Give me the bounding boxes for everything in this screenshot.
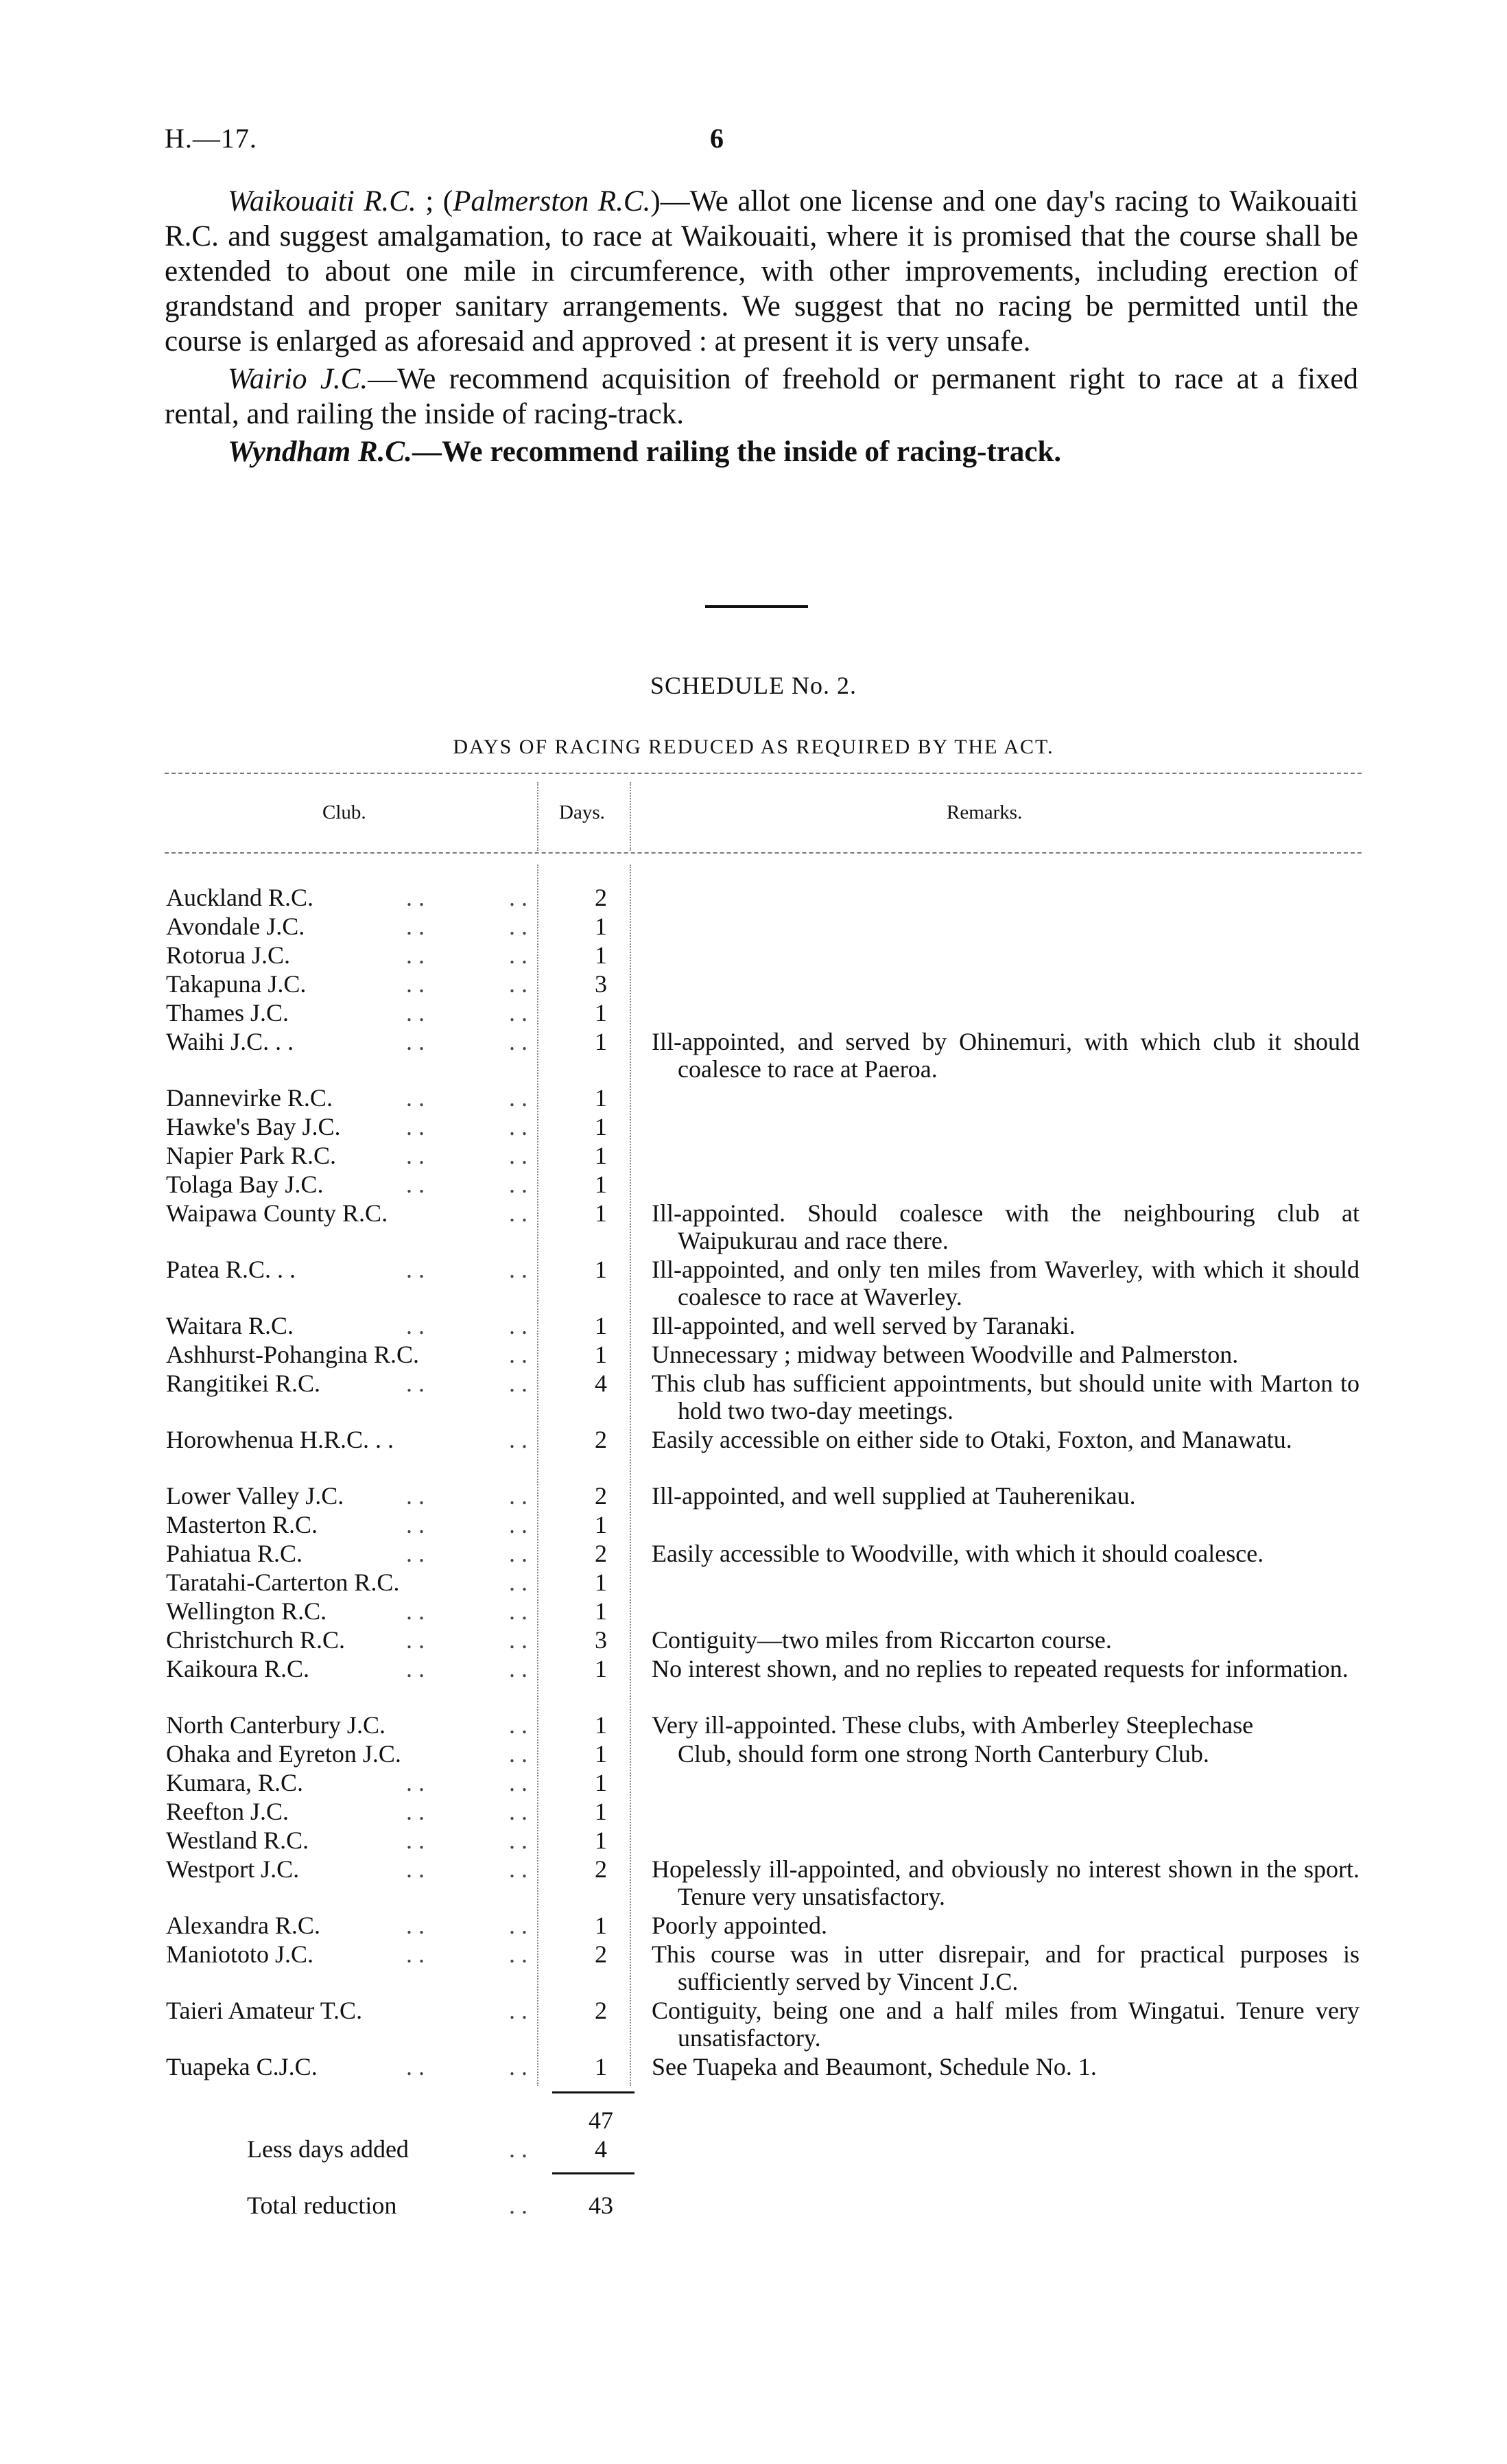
leader-dots: . . bbox=[406, 999, 425, 1026]
leader-dots: . . bbox=[406, 1827, 425, 1854]
row-club: Ohaka and Eyreton J.C. bbox=[166, 1740, 401, 1768]
row-days: 2 bbox=[595, 1855, 607, 1883]
row-days: 1 bbox=[595, 1028, 607, 1055]
row-club: Wellington R.C. bbox=[166, 1597, 327, 1625]
leader-dots: . . bbox=[509, 1798, 527, 1825]
row-club: Takapuna J.C. bbox=[166, 970, 307, 998]
leader-dots: . . bbox=[406, 1855, 425, 1883]
row-days: 1 bbox=[595, 1827, 607, 1854]
leader-dots: . . bbox=[509, 1028, 527, 1055]
row-club: Horowhenua H.R.C. . . bbox=[166, 1426, 394, 1453]
row-club: Taratahi-Carterton R.C. bbox=[166, 1569, 400, 1596]
row-club: Westland R.C. bbox=[166, 1827, 309, 1854]
leader-dots: . . bbox=[509, 1855, 527, 1883]
row-days: 1 bbox=[595, 1142, 607, 1169]
leader-dots: . . bbox=[509, 1655, 527, 1682]
schedule-title: SCHEDULE No. 2. bbox=[650, 672, 857, 699]
leader-dots: . . bbox=[509, 1511, 527, 1538]
row-club: Kumara, R.C. bbox=[166, 1769, 303, 1796]
less-days-value: 4 bbox=[595, 2135, 607, 2163]
row-remarks: No interest shown, and no replies to repeated requests for information. bbox=[652, 1655, 1349, 1682]
paragraph-text: —We recommend acquisition of freehold or permanent right to race at a fixed rental, and railing the inside of racing-track. bbox=[165, 363, 1358, 430]
row-club: Rangitikei R.C. bbox=[166, 1370, 320, 1397]
leader-dots: . . bbox=[406, 1312, 425, 1339]
row-days: 1 bbox=[595, 1597, 607, 1625]
leader-dots: . . bbox=[406, 970, 425, 998]
row-club: Westport J.C. bbox=[166, 1855, 300, 1883]
leader-dots: . . bbox=[509, 1426, 527, 1453]
leader-dots: . . bbox=[406, 884, 425, 911]
row-days: 1 bbox=[595, 1912, 607, 1939]
row-club: Dannevirke R.C. bbox=[166, 1084, 333, 1112]
row-days: 1 bbox=[595, 1312, 607, 1339]
row-club: Hawke's Bay J.C. bbox=[166, 1113, 341, 1140]
row-days: 1 bbox=[595, 913, 607, 940]
paragraph-wyndham bbox=[165, 434, 1358, 469]
column-divider bbox=[537, 865, 538, 2086]
row-remarks: Ill-appointed, and only ten miles from Waverley, with which it should coalesce to race at Waverley. bbox=[652, 1256, 1360, 1311]
club-name: Wyndham R.C. bbox=[228, 436, 412, 468]
column-header-remarks: Remarks. bbox=[947, 801, 1023, 823]
leader-dots: . . bbox=[509, 1199, 527, 1227]
row-remarks: Ill-appointed, and well supplied at Tauherenikau. bbox=[652, 1482, 1136, 1510]
row-club: Waitara R.C. bbox=[166, 1312, 294, 1339]
row-days: 2 bbox=[595, 1940, 607, 1968]
leader-dots: . . bbox=[406, 1597, 425, 1625]
row-days: 2 bbox=[595, 1482, 607, 1510]
leader-dots: . . bbox=[509, 1711, 527, 1739]
subtotal-rule bbox=[552, 2091, 634, 2093]
paragraph-text: —We recommend railing the inside of racing-track. bbox=[412, 436, 1062, 468]
row-club: Pahiatua R.C. bbox=[166, 1540, 302, 1567]
row-days: 1 bbox=[595, 1113, 607, 1140]
leader-dots: . . bbox=[509, 1142, 527, 1169]
leader-dots: . . bbox=[509, 1597, 527, 1625]
row-remarks: Easily accessible to Woodville, with which it should coalesce. bbox=[652, 1540, 1264, 1567]
page-number: 6 bbox=[710, 123, 724, 154]
row-days: 1 bbox=[595, 1655, 607, 1682]
row-days: 1 bbox=[595, 1769, 607, 1796]
row-club: Lower Valley J.C. bbox=[166, 1482, 344, 1510]
row-remarks: Contiguity, being one and a half miles from Wingatui. Tenure very unsatisfactory. bbox=[652, 1997, 1360, 2052]
club-name: Waikouaiti R.C. bbox=[228, 185, 416, 218]
club-name: Palmerston R.C. bbox=[453, 185, 651, 218]
total-label: Total reduction bbox=[247, 2192, 397, 2219]
row-club: Alexandra R.C. bbox=[166, 1912, 320, 1939]
leader-dots: . . bbox=[509, 1482, 527, 1510]
leader-dots: . . bbox=[406, 1171, 425, 1198]
row-days: 1 bbox=[595, 2053, 607, 2080]
leader-dots: . . bbox=[509, 1626, 527, 1654]
row-club: Kaikoura R.C. bbox=[166, 1655, 309, 1682]
row-remarks: Ill-appointed. Should coalesce with the neighbouring club at Waipukurau and race there. bbox=[652, 1199, 1360, 1254]
leader-dots: . . bbox=[509, 1740, 527, 1768]
leader-dots: . . bbox=[406, 1084, 425, 1112]
row-club: Tuapeka C.J.C. bbox=[166, 2053, 318, 2080]
club-name: Wairio J.C. bbox=[228, 363, 368, 395]
column-header-days: Days. bbox=[559, 801, 605, 823]
document-id: H.—17. bbox=[165, 123, 257, 154]
row-days: 1 bbox=[595, 1084, 607, 1112]
column-divider bbox=[630, 865, 631, 2086]
leader-dots: . . bbox=[509, 1256, 527, 1283]
leader-dots: . . bbox=[406, 1511, 425, 1538]
table-header-rule bbox=[165, 852, 1362, 854]
column-divider bbox=[630, 782, 631, 851]
leader-dots: . . bbox=[406, 1113, 425, 1140]
paragraph-wairio bbox=[165, 362, 1358, 432]
leader-dots: . . bbox=[509, 1769, 527, 1796]
row-remarks: Hopelessly ill-appointed, and obviously no interest shown in the sport. Tenure very unsatisfactory. bbox=[652, 1855, 1360, 1910]
leader-dots: . . bbox=[406, 1769, 425, 1796]
row-remarks: Ill-appointed, and served by Ohinemuri, with which club it should coalesce to race at Paeroa. bbox=[652, 1028, 1360, 1083]
row-club: Masterton R.C. bbox=[166, 1511, 318, 1538]
paragraph-waikouaiti bbox=[165, 184, 1358, 359]
row-days: 1 bbox=[595, 1569, 607, 1596]
row-remarks: Club, should form one strong North Canterbury Club. bbox=[678, 1740, 1209, 1768]
table-top-rule bbox=[165, 773, 1362, 774]
row-days: 1 bbox=[595, 1171, 607, 1198]
leader-dots: . . bbox=[509, 2192, 527, 2219]
page-header bbox=[165, 122, 1342, 163]
row-remarks: See Tuapeka and Beaumont, Schedule No. 1. bbox=[652, 2053, 1097, 2080]
row-club: Waipawa County R.C. bbox=[166, 1199, 388, 1227]
schedule-subtitle: DAYS OF RACING REDUCED AS REQUIRED BY THE ACT. bbox=[453, 736, 1054, 758]
row-days: 1 bbox=[595, 1256, 607, 1283]
paragraph-text: )—We allot one license and one day's racing to Waikouaiti R.C. and suggest amalgamation, to race at Waikouaiti, where it is promised that the course shall be extended to about one mile in circumference, with other improvements, including erection of grandstand and proper sanitary arrangements. We suggest that no racing be permitted until the course is enlarged as aforesaid and approved : at present it is very unsafe. bbox=[165, 185, 1358, 357]
row-club: Waihi J.C. . . bbox=[166, 1028, 294, 1055]
leader-dots: . . bbox=[509, 1827, 527, 1854]
leader-dots: . . bbox=[406, 1482, 425, 1510]
leader-dots: . . bbox=[406, 1028, 425, 1055]
row-days: 1 bbox=[595, 1199, 607, 1227]
row-days: 3 bbox=[595, 1626, 607, 1654]
leader-dots: . . bbox=[509, 970, 527, 998]
row-club: Maniototo J.C. bbox=[166, 1940, 314, 1968]
total-rule bbox=[552, 2172, 634, 2174]
row-days: 1 bbox=[595, 1740, 607, 1768]
row-days: 4 bbox=[595, 1370, 607, 1397]
row-days: 1 bbox=[595, 1341, 607, 1368]
row-days: 1 bbox=[595, 1798, 607, 1825]
leader-dots: . . bbox=[509, 2135, 527, 2163]
leader-dots: . . bbox=[509, 1084, 527, 1112]
less-days-label: Less days added bbox=[247, 2135, 409, 2163]
row-days: 2 bbox=[595, 1997, 607, 2024]
row-club: Napier Park R.C. bbox=[166, 1142, 336, 1169]
row-club: Auckland R.C. bbox=[166, 884, 313, 911]
row-club: Reefton J.C. bbox=[166, 1798, 289, 1825]
column-header-club: Club. bbox=[322, 801, 366, 823]
leader-dots: . . bbox=[406, 1370, 425, 1397]
subtotal-value: 47 bbox=[589, 2107, 613, 2134]
row-club: Rotorua J.C. bbox=[166, 941, 291, 969]
row-remarks: Poorly appointed. bbox=[652, 1912, 827, 1939]
row-remarks: This club has sufficient appointments, but should unite with Marton to hold two two-day meetings. bbox=[652, 1370, 1360, 1424]
row-club: Thames J.C. bbox=[166, 999, 289, 1026]
row-club: Christchurch R.C. bbox=[166, 1626, 345, 1654]
row-days: 2 bbox=[595, 1426, 607, 1453]
leader-dots: . . bbox=[509, 1312, 527, 1339]
leader-dots: . . bbox=[509, 1341, 527, 1368]
leader-dots: . . bbox=[406, 1256, 425, 1283]
leader-dots: . . bbox=[509, 1113, 527, 1140]
leader-dots: . . bbox=[509, 1370, 527, 1397]
leader-dots: . . bbox=[509, 1940, 527, 1968]
row-days: 1 bbox=[595, 999, 607, 1026]
row-club: Patea R.C. . . bbox=[166, 1256, 296, 1283]
leader-dots: . . bbox=[509, 884, 527, 911]
leader-dots: . . bbox=[509, 913, 527, 940]
row-club: Taieri Amateur T.C. bbox=[166, 1997, 363, 2024]
row-club: Ashhurst-Pohangina R.C. bbox=[166, 1341, 419, 1368]
leader-dots: . . bbox=[406, 1912, 425, 1939]
row-days: 2 bbox=[595, 884, 607, 911]
total-value: 43 bbox=[589, 2192, 613, 2219]
row-remarks: Easily accessible on either side to Otaki, Foxton, and Manawatu. bbox=[652, 1426, 1292, 1453]
leader-dots: . . bbox=[406, 1142, 425, 1169]
section-divider bbox=[705, 605, 808, 608]
leader-dots: . . bbox=[509, 1569, 527, 1596]
leader-dots: . . bbox=[509, 941, 527, 969]
leader-dots: . . bbox=[406, 1655, 425, 1682]
row-club: Avondale J.C. bbox=[166, 913, 305, 940]
leader-dots: . . bbox=[509, 1540, 527, 1567]
leader-dots: . . bbox=[406, 1798, 425, 1825]
separator: ; ( bbox=[416, 185, 453, 218]
leader-dots: . . bbox=[509, 1912, 527, 1939]
row-remarks: Unnecessary ; midway between Woodville and Palmerston. bbox=[652, 1341, 1239, 1368]
row-days: 1 bbox=[595, 1511, 607, 1538]
column-divider bbox=[537, 782, 538, 851]
row-remarks: Very ill-appointed. These clubs, with Amberley Steeplechase bbox=[652, 1711, 1254, 1739]
row-days: 2 bbox=[595, 1540, 607, 1567]
intro-text bbox=[165, 184, 1358, 469]
row-remarks: Contiguity—two miles from Riccarton course. bbox=[652, 1626, 1112, 1654]
leader-dots: . . bbox=[406, 913, 425, 940]
row-days: 3 bbox=[595, 970, 607, 998]
row-club: Tolaga Bay J.C. bbox=[166, 1171, 324, 1198]
leader-dots: . . bbox=[406, 1540, 425, 1567]
leader-dots: . . bbox=[509, 1171, 527, 1198]
row-days: 1 bbox=[595, 941, 607, 969]
leader-dots: . . bbox=[406, 1940, 425, 1968]
leader-dots: . . bbox=[509, 1997, 527, 2024]
leader-dots: . . bbox=[406, 1626, 425, 1654]
row-club: North Canterbury J.C. bbox=[166, 1711, 385, 1739]
row-days: 1 bbox=[595, 1711, 607, 1739]
row-remarks: This course was in utter disrepair, and for practical purposes is sufficiently served by Vincent J.C. bbox=[652, 1940, 1360, 1995]
row-remarks: Ill-appointed, and well served by Taranaki. bbox=[652, 1312, 1076, 1339]
leader-dots: . . bbox=[406, 941, 425, 969]
leader-dots: . . bbox=[509, 999, 527, 1026]
leader-dots: . . bbox=[509, 2053, 527, 2080]
leader-dots: . . bbox=[406, 2053, 425, 2080]
